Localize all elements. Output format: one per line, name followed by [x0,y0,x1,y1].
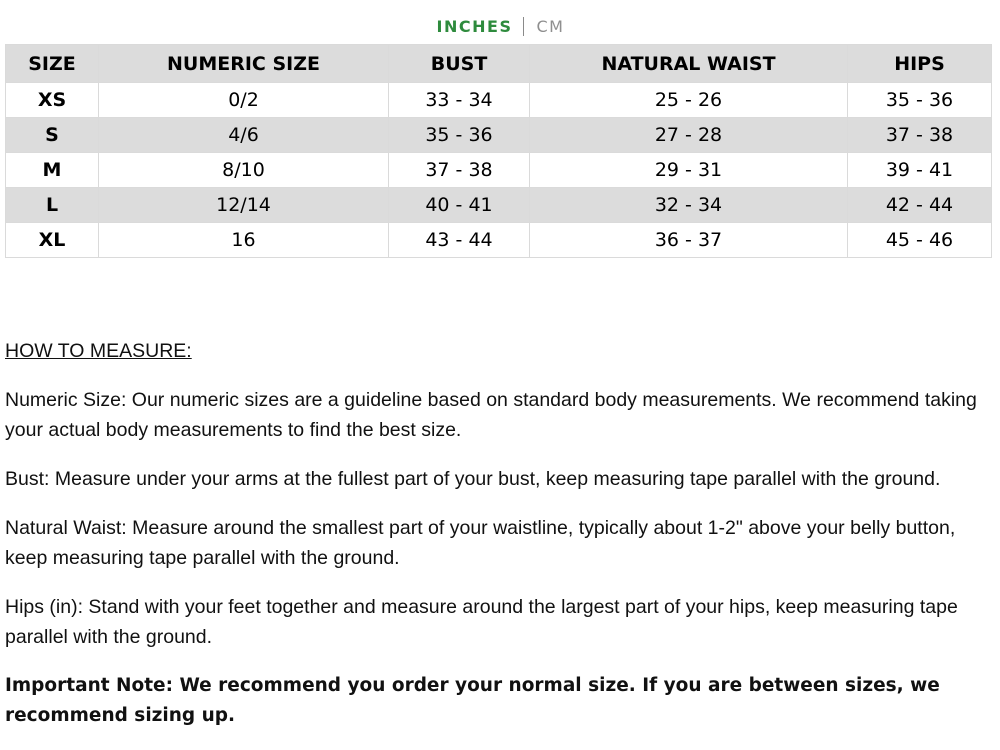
table-row [6,83,992,118]
numeric-size-cell: 12/14 [99,188,389,223]
table-row [6,188,992,223]
natural-waist-cell: 25 - 26 [530,83,848,118]
natural-waist-cell: 27 - 28 [530,118,848,153]
natural-waist-cell: 29 - 31 [530,153,848,188]
numeric-size-instructions: Numeric Size: Our numeric sizes are a guideline based on standard body measurements. We recommend taking your actual body measurements to find the best size. [5,389,977,441]
natural-waist-cell: 32 - 34 [530,188,848,223]
unit-divider [523,17,524,36]
cm-tab[interactable]: CM [536,16,565,36]
table-row [6,153,992,188]
header-hips: HIPS [848,45,992,83]
table-header-row [6,45,992,83]
bust-instructions: Bust: Measure under your arms at the fullest part of your bust, keep measuring tape parallel with the ground. [5,468,941,490]
header-numeric-size: NUMERIC SIZE [99,45,389,83]
table-row [6,118,992,153]
how-to-measure-heading: HOW TO MEASURE: [5,340,192,362]
numeric-size-cell: 8/10 [99,153,389,188]
important-note: Important Note: We recommend you order your normal size. If you are between sizes, we recommend sizing up. [5,675,940,726]
bust-cell: 33 - 34 [389,83,530,118]
numeric-size-cell: 16 [99,223,389,258]
hips-cell: 35 - 36 [848,83,992,118]
hips-instructions: Hips (in): Stand with your feet together and measure around the largest part of your hips, keep measuring tape parallel with the ground. [5,596,958,648]
hips-cell: 39 - 41 [848,153,992,188]
natural-waist-instructions: Natural Waist: Measure around the smallest part of your waistline, typically about 1-2" above your belly button, keep measuring tape parallel with the ground. [5,517,956,569]
size-cell: XL [6,223,99,258]
table-row [6,223,992,258]
size-cell: L [6,188,99,223]
size-cell: M [6,153,99,188]
how-to-measure-section [5,336,995,750]
bust-cell: 40 - 41 [389,188,530,223]
bust-cell: 43 - 44 [389,223,530,258]
natural-waist-cell: 36 - 37 [530,223,848,258]
numeric-size-cell: 0/2 [99,83,389,118]
hips-cell: 42 - 44 [848,188,992,223]
bust-cell: 35 - 36 [389,118,530,153]
inches-tab[interactable]: INCHES [436,16,513,36]
hips-cell: 45 - 46 [848,223,992,258]
header-bust: BUST [389,45,530,83]
size-cell: S [6,118,99,153]
header-natural-waist: NATURAL WAIST [530,45,848,83]
hips-cell: 37 - 38 [848,118,992,153]
unit-toggle [0,13,1000,39]
numeric-size-cell: 4/6 [99,118,389,153]
bust-cell: 37 - 38 [389,153,530,188]
header-size: SIZE [6,45,99,83]
size-chart-table [5,44,992,258]
size-cell: XS [6,83,99,118]
